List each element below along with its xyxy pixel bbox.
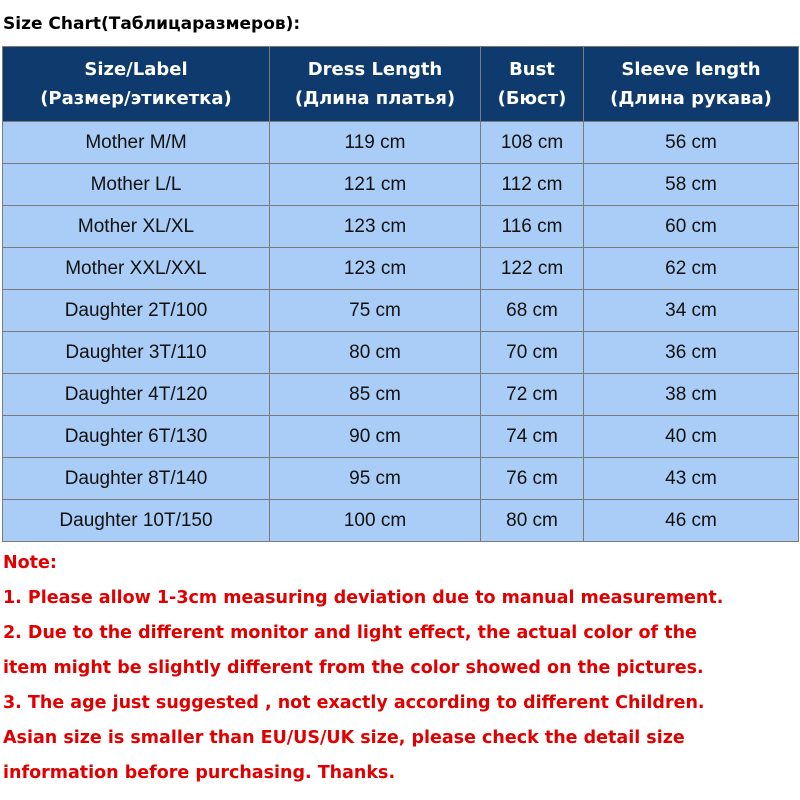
header-en: Size/Label bbox=[84, 59, 188, 80]
cell-size: Daughter 2T/100 bbox=[3, 290, 270, 332]
cell-bust: 122 cm bbox=[481, 248, 584, 290]
cell-dress-length: 121 cm bbox=[270, 164, 481, 206]
table-row bbox=[3, 206, 799, 248]
cell-dress-length: 75 cm bbox=[270, 290, 481, 332]
header-en: Bust bbox=[509, 59, 555, 80]
header-ru: (Длина рукава) bbox=[610, 88, 772, 109]
cell-dress-length: 95 cm bbox=[270, 458, 481, 500]
header-bust bbox=[481, 47, 584, 122]
cell-size: Mother XL/XL bbox=[3, 206, 270, 248]
header-en: Dress Length bbox=[307, 59, 443, 80]
cell-bust: 80 cm bbox=[481, 500, 584, 542]
note-line: information before purchasing. Thanks. bbox=[3, 763, 396, 783]
cell-dress-length: 123 cm bbox=[270, 248, 481, 290]
header-size-label bbox=[3, 47, 270, 122]
header-en: Sleeve length bbox=[621, 59, 761, 80]
cell-bust: 112 cm bbox=[481, 164, 584, 206]
cell-sleeve-length: 56 cm bbox=[584, 122, 799, 164]
header-ru: (Размер/этикетка) bbox=[40, 88, 232, 109]
table-row bbox=[3, 248, 799, 290]
cell-bust: 68 cm bbox=[481, 290, 584, 332]
note-heading: Note: bbox=[3, 553, 57, 573]
cell-size: Daughter 4T/120 bbox=[3, 374, 270, 416]
cell-size: Mother L/L bbox=[3, 164, 270, 206]
cell-dress-length: 90 cm bbox=[270, 416, 481, 458]
header-dress-length bbox=[270, 47, 481, 122]
table-row bbox=[3, 332, 799, 374]
note-line: 3. The age just suggested , not exactly according to different Children. bbox=[3, 693, 705, 713]
cell-sleeve-length: 38 cm bbox=[584, 374, 799, 416]
cell-size: Daughter 6T/130 bbox=[3, 416, 270, 458]
cell-bust: 74 cm bbox=[481, 416, 584, 458]
cell-dress-length: 80 cm bbox=[270, 332, 481, 374]
note-line: Asian size is smaller than EU/US/UK size, please check the detail size bbox=[3, 728, 685, 748]
header-sleeve-length bbox=[584, 47, 799, 122]
header-ru: (Длина платья) bbox=[294, 88, 456, 109]
cell-sleeve-length: 58 cm bbox=[584, 164, 799, 206]
cell-dress-length: 123 cm bbox=[270, 206, 481, 248]
table-row bbox=[3, 500, 799, 542]
cell-sleeve-length: 34 cm bbox=[584, 290, 799, 332]
note-line: item might be slightly different from the color showed on the pictures. bbox=[3, 658, 704, 678]
cell-size: Mother M/M bbox=[3, 122, 270, 164]
table-row bbox=[3, 122, 799, 164]
cell-size: Daughter 3T/110 bbox=[3, 332, 270, 374]
table-row bbox=[3, 458, 799, 500]
note-line: 1. Please allow 1-3cm measuring deviation due to manual measurement. bbox=[3, 588, 724, 608]
table-row bbox=[3, 416, 799, 458]
table-row bbox=[3, 374, 799, 416]
cell-sleeve-length: 62 cm bbox=[584, 248, 799, 290]
cell-sleeve-length: 43 cm bbox=[584, 458, 799, 500]
cell-dress-length: 85 cm bbox=[270, 374, 481, 416]
cell-dress-length: 100 cm bbox=[270, 500, 481, 542]
cell-bust: 116 cm bbox=[481, 206, 584, 248]
cell-sleeve-length: 36 cm bbox=[584, 332, 799, 374]
table-row bbox=[3, 164, 799, 206]
note-line: 2. Due to the different monitor and light effect, the actual color of the bbox=[3, 623, 697, 643]
cell-dress-length: 119 cm bbox=[270, 122, 481, 164]
cell-sleeve-length: 46 cm bbox=[584, 500, 799, 542]
cell-bust: 70 cm bbox=[481, 332, 584, 374]
header-ru: (Бюст) bbox=[497, 88, 567, 109]
page-title: Size Chart(Таблицаразмеров): bbox=[3, 14, 301, 34]
table-header-row bbox=[3, 47, 799, 122]
cell-bust: 108 cm bbox=[481, 122, 584, 164]
cell-bust: 76 cm bbox=[481, 458, 584, 500]
cell-size: Daughter 10T/150 bbox=[3, 500, 270, 542]
cell-sleeve-length: 40 cm bbox=[584, 416, 799, 458]
cell-size: Mother XXL/XXL bbox=[3, 248, 270, 290]
notes-section bbox=[3, 549, 723, 794]
cell-size: Daughter 8T/140 bbox=[3, 458, 270, 500]
table-row bbox=[3, 290, 799, 332]
cell-sleeve-length: 60 cm bbox=[584, 206, 799, 248]
size-chart-table bbox=[2, 46, 799, 542]
cell-bust: 72 cm bbox=[481, 374, 584, 416]
